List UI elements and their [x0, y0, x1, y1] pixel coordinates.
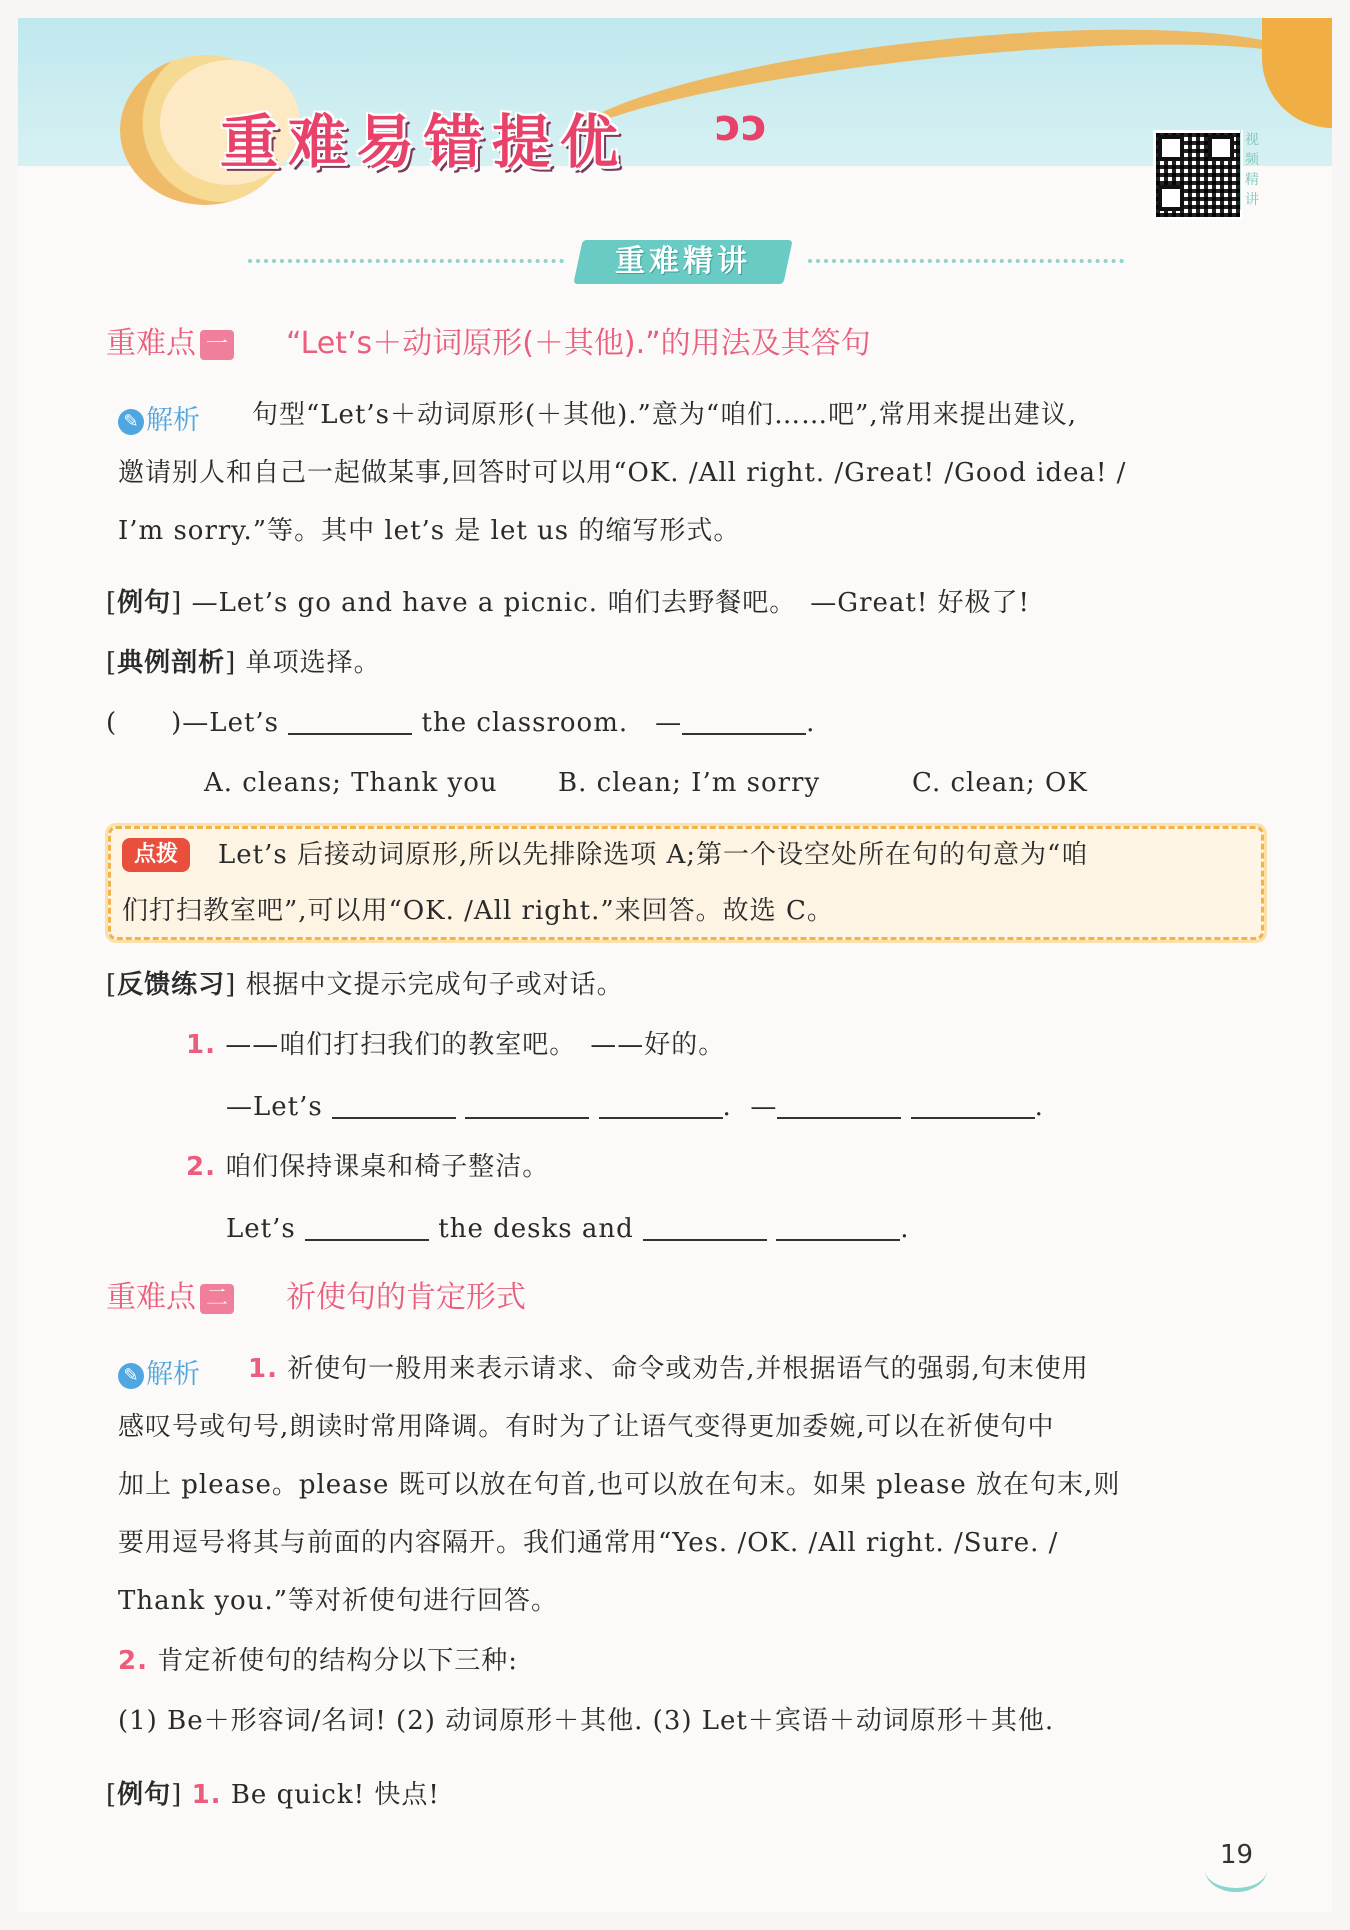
question-part-a: —Let’s	[182, 708, 280, 738]
typical-analysis-text: 单项选择。	[245, 648, 381, 678]
pencil-icon: ✎	[118, 409, 144, 435]
section-banner-label: 重难精讲	[615, 244, 751, 279]
example-text: —Let’s go and have a picnic. 咱们去野餐吧。 —Great! 好极了!	[191, 588, 1031, 618]
point2-p1-line-3: 加上 please。please 既可以放在句首,也可以放在句末。如果 please 放在句末,则	[118, 1470, 1121, 1500]
exercise-2-blank-2[interactable]	[643, 1215, 767, 1241]
exercise-2-end: .	[900, 1214, 910, 1244]
exercise-1-blank-1[interactable]	[332, 1093, 456, 1119]
point2-p2-number: 2.	[118, 1646, 148, 1676]
exercise-1-blank-4[interactable]	[777, 1093, 901, 1119]
feedback-heading: [反馈练习] 根据中文提示完成句子或对话。	[106, 970, 624, 1000]
tip-badge-wrap	[122, 838, 190, 872]
page-number: 19	[1220, 1840, 1254, 1870]
typical-analysis: [典例剖析] 单项选择。	[106, 648, 381, 678]
exercise-2-part-b: the desks and	[438, 1214, 634, 1244]
point2-heading	[106, 1272, 234, 1316]
point2-p1-line-5: Thank you.”等对祈使句进行回答。	[118, 1586, 558, 1616]
example-label: 例句	[117, 588, 172, 618]
exercise-1-end: .	[1034, 1092, 1044, 1122]
exercise-2-chinese: 咱们保持课桌和椅子整洁。	[225, 1152, 550, 1182]
option-c[interactable]: C. clean; OK	[912, 768, 1088, 798]
exercise-1-dash: —	[750, 1092, 778, 1122]
point2-title: 祈使句的肯定形式	[286, 1280, 526, 1315]
question-part-b: the classroom. —	[421, 708, 683, 738]
exercise-1-chinese: ——咱们打扫我们的教室吧。 ——好的。	[225, 1030, 726, 1060]
point2-p1-first	[248, 1354, 1089, 1384]
point1-jiexi-line-1: 句型“Let’s＋动词原形(＋其他).”意为“咱们……吧”,常用来提出建议,	[252, 400, 1077, 430]
header-title: 重难易错提优	[220, 108, 629, 176]
qr-finder-top-left	[1158, 135, 1184, 161]
point1-jiexi-line-2: 邀请别人和自己一起做某事,回答时可以用“OK. /All right. /Great! /Good idea! /	[118, 458, 1127, 488]
qr-finder-top-right	[1208, 135, 1234, 161]
typical-analysis-label: 典例剖析	[117, 648, 226, 678]
exercise-1-en	[226, 1092, 1044, 1122]
exercise-2-cn	[186, 1152, 549, 1182]
banner-dots-right	[808, 259, 1124, 263]
point1-heading	[106, 318, 234, 362]
point2-p2	[118, 1646, 518, 1676]
option-a[interactable]: A. cleans; Thank you	[204, 768, 498, 798]
point2-structures: (1) Be＋形容词/名词! (2) 动词原形＋其他. (3) Let＋宾语＋动词原形＋其他.	[118, 1706, 1055, 1736]
exercise-1-blank-2[interactable]	[465, 1093, 589, 1119]
question-paren: ( )	[106, 708, 183, 738]
feedback-label: 反馈练习	[117, 970, 226, 1000]
point1-jiexi	[118, 398, 200, 437]
tip-badge: 点拨	[122, 838, 190, 872]
exercise-1-dot: .	[722, 1092, 732, 1122]
header-swirl-icon: ↄↄ	[715, 100, 768, 151]
point2-example-text: Be quick! 快点!	[230, 1780, 440, 1810]
point2-tag: 重难点	[106, 1280, 196, 1315]
pencil-icon: ✎	[118, 1363, 144, 1389]
question-blank-2[interactable]	[682, 709, 806, 735]
exercise-1-cn	[186, 1030, 725, 1060]
point2-example-number: 1.	[191, 1780, 222, 1810]
qr-finder-bottom-left	[1158, 185, 1184, 211]
point2-p1-line-4: 要用逗号将其与前面的内容隔开。我们通常用“Yes. /OK. /All right. /Sure. /	[118, 1528, 1059, 1558]
exercise-1-part-a: —Let’s	[226, 1092, 323, 1122]
tip-line-1: Let’s 后接动词原形,所以先排除选项 A;第一个设空处所在句的句意为“咱	[218, 840, 1089, 870]
exercise-2-en	[226, 1214, 910, 1244]
question-end: .	[806, 708, 816, 738]
feedback-text: 根据中文提示完成句子或对话。	[245, 970, 624, 1000]
point1-jiexi-line-3: I’m sorry.”等。其中 let’s 是 let us 的缩写形式。	[118, 516, 741, 546]
point2-p2-text: 肯定祈使句的结构分以下三种:	[157, 1646, 518, 1676]
point2-example: [例句] 1. Be quick! 快点!	[106, 1780, 440, 1810]
exercise-2-number: 2.	[186, 1152, 216, 1182]
qr-side-label: 视频精讲	[1240, 130, 1263, 210]
point2-p1-line-1: 祈使句一般用来表示请求、命令或劝告,并根据语气的强弱,句末使用	[287, 1354, 1089, 1384]
point2-jiexi	[118, 1352, 200, 1391]
point1-tag: 重难点	[106, 326, 196, 361]
option-b[interactable]: B. clean; I’m sorry	[558, 768, 821, 798]
tip-line-2: 们打扫教室吧”,可以用“OK. /All right.”来回答。故选 C。	[122, 896, 834, 926]
exercise-1-number: 1.	[186, 1030, 216, 1060]
point1-number-badge: 一	[200, 330, 234, 360]
page-background	[18, 18, 1332, 1912]
point2-example-label: 例句	[117, 1780, 172, 1810]
banner-dots-left	[248, 259, 564, 263]
question-blank-1[interactable]	[288, 709, 412, 735]
point2-number-badge: 二	[200, 1284, 234, 1314]
jiexi-label: 解析	[146, 405, 200, 436]
point2-p1-number: 1.	[248, 1354, 278, 1384]
jiexi-label: 解析	[146, 1359, 200, 1390]
exercise-2-blank-3[interactable]	[776, 1215, 900, 1241]
exercise-2-part-a: Let’s	[226, 1214, 296, 1244]
exercise-1-blank-5[interactable]	[911, 1093, 1035, 1119]
point1-title: “Let’s＋动词原形(＋其他).”的用法及其答句	[286, 326, 871, 361]
exercise-1-blank-3[interactable]	[599, 1093, 723, 1119]
point2-p1-line-2: 感叹号或句号,朗读时常用降调。有时为了让语气变得更加委婉,可以在祈使句中	[118, 1412, 1055, 1442]
exercise-2-blank-1[interactable]	[305, 1215, 429, 1241]
point1-example: [例句] —Let’s go and have a picnic. 咱们去野餐吧。 —Great! 好极了!	[106, 588, 1031, 618]
question-line	[106, 708, 815, 738]
